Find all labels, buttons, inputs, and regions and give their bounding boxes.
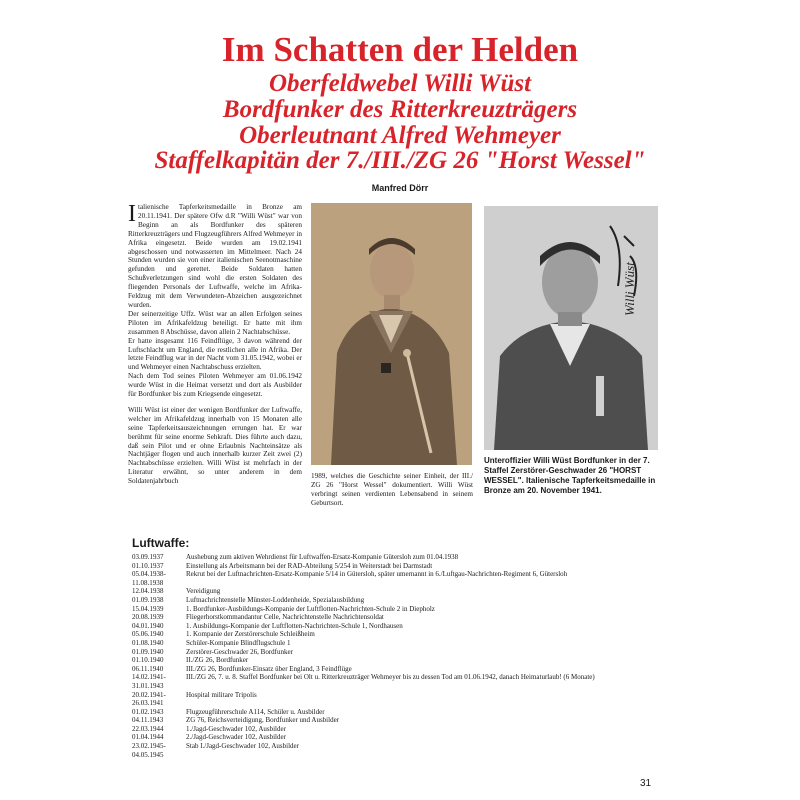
luftwaffe-timeline [132, 553, 692, 759]
timeline-row [132, 630, 692, 639]
signature: Willi Wüst [622, 262, 637, 316]
timeline-text: Einstellung als Arbeitsmann bei der RAD-Abteilung 5/254 in Weiterstadt bei Darmstadt [186, 561, 433, 570]
timeline-text: Luftnachrichtenstelle Münster-Loddenheide, Spezialausbildung [186, 595, 365, 604]
paragraph-1-text: talienische Tapferkeitsmedaille in Bronze am 20.11.1941. Der spätere Ofw d.R "Willi Wüst" war von Beginn an als Bordfunker des späteren Ritterkreuzträgers und Flugzeugführers Alfred Wehmeyer in Afrika eingesetzt. Beide wurden am 19.02.1941 abgeschossen und notwasserten im Mittelmeer. Nach 24 Stunden wurden sie von einer italienischen Seenotmaschine gefunden und gerettet. Beide Soldaten hatten Schußverletzungen sind wohl die ersten Soldaten des fliegenden Personals der Luftwaffe, welche im Afrika-Feldzug mit dem Verwundeten-Abzeichen ausgezeichnet wurden. [128, 203, 302, 309]
paragraph-1 [128, 203, 302, 310]
timeline-row [132, 708, 692, 717]
timeline-row [132, 733, 692, 742]
timeline-row [132, 691, 692, 708]
timeline-date: 06.11.1940 [132, 664, 164, 673]
subtitle-line-1: Oberfeldwebel Willi Wüst [268, 70, 532, 97]
timeline-row [132, 622, 692, 631]
timeline-date: 23.02.1945- 04.05.1945 [132, 742, 166, 759]
photo-caption-right: Unteroffizier Willi Wüst Bordfunker in der 7. Staffel Zerstörer-Geschwader 26 "HORST WESSEL". Italienische Tapferkeitsmedaille in Bronze am 20. November 1941. [484, 456, 656, 495]
timeline-date: 05.04.1938- 11.08.1938 [132, 570, 166, 587]
timeline-text: 2./Jagd-Geschwader 102, Ausbilder [186, 733, 286, 742]
timeline-row [132, 570, 692, 587]
timeline-date: 04.11.1943 [132, 716, 164, 725]
timeline-text: Aushebung zum aktiven Wehrdienst für Luftwaffen-Ersatz-Kompanie Gütersloh zum 01.04.1938 [186, 553, 459, 561]
timeline-text: Fliegerhorstkommandantur Celle, Nachrichtenstelle Nachrichtensoldat [186, 613, 384, 622]
timeline-text: II./ZG 26, Bordfunker [186, 656, 249, 665]
timeline-row [132, 742, 692, 759]
timeline-row [132, 562, 692, 571]
timeline-text: Hospital militare Tripolis [186, 690, 257, 699]
timeline-row [132, 553, 692, 562]
subtitle-line-4: Staffelkapitän der 7./III./ZG 26 "Horst Wessel" [154, 147, 646, 174]
timeline-row [132, 656, 692, 665]
paragraph-5: Willi Wüst ist einer der wenigen Bordfunker der Luftwaffe, welcher im Afrikafeldzug innerhalb von 15 Monaten alle seine Tapferkeitsauszeichnungen errungen hat. Er war berühmt für seine enorme Sehkraft. Dies führte auch dazu, daß sein Pilot und er ohne Erlaubnis Nachteinsätze als Nachtjäger flogen und auch innerhalb kurzer Zeit zwei (2) Nachtabschüsse erzielten. Willi Wüst ist mehrfach in der Literatur erwähnt, so unter anderem in dem Soldatenjahrbuch [128, 405, 302, 486]
timeline-date: 15.04.1939 [132, 604, 164, 613]
timeline-row [132, 725, 692, 734]
timeline-row [132, 716, 692, 725]
timeline-text: Stab I./Jagd-Geschwader 102, Ausbilder [186, 742, 299, 751]
timeline-date: 20.02.1941- 26.03.1941 [132, 690, 166, 708]
article-body [128, 203, 302, 486]
timeline-row [132, 587, 692, 596]
luftwaffe-heading: Luftwaffe: [132, 536, 190, 550]
timeline-date: 12.04.1938 [132, 587, 164, 596]
timeline-row [132, 665, 692, 674]
timeline-date: 01.09.1938 [132, 595, 164, 604]
timeline-text: III./ZG 26, 7. u. 8. Staffel Bordfunker bei Olt u. Ritterkreuzträger Wehmeyer bis zu dessen Tod am 01.06.1942, danach Heimaturlaub! (6 Monate) [186, 673, 595, 682]
subtitle-line-3: Oberleutnant Alfred Wehmeyer [239, 122, 561, 149]
timeline-text: 1. Bordfunker-Ausbildungs-Kompanie der Luftflotten-Nachrichten-Schule 2 in Diepholz [186, 604, 435, 613]
subtitle-line-2: Bordfunker des Ritterkreuzträgers [222, 96, 578, 123]
timeline-text: 1. Kompanie der Zerstörerschule Schleißheim [186, 630, 315, 639]
drop-cap: I [128, 201, 136, 227]
timeline-date: 05.06.1940 [132, 630, 164, 639]
timeline-row [132, 648, 692, 657]
bw-portrait-photo [484, 206, 658, 450]
timeline-text: Schüler-Kompanie Blindflugschule 1 [186, 638, 291, 647]
timeline-date: 01.02.1943 [132, 707, 164, 716]
timeline-date: 01.04.1944 [132, 733, 164, 742]
paragraph-3: Er hatte insgesamt 116 Feindflüge, 3 davon während der Luftschlacht um England, die restlichen alle in Afrika. Der letzte Feindflug war in der Nacht vom 31.05.1942, wobei er und Wehmeyer einen Nachtabschuss erzielten. [128, 336, 302, 372]
timeline-text: III./ZG 26, Bordfunker-Einsatz über England, 3 Feindflüge [186, 664, 352, 673]
timeline-text: 1. Ausbildungs-Kompanie der Luftflotten-Nachrichten-Schule 1, Nordhausen [186, 621, 403, 630]
timeline-text: Flugzeugführerschule A114, Schüler u. Ausbilder [186, 707, 325, 716]
timeline-date: 04.01.1940 [132, 621, 164, 630]
timeline-date: 01.10.1937 [132, 561, 164, 570]
timeline-text: ZG 76, Reichsverteidigung, Bordfunker und Ausbilder [186, 716, 340, 725]
paragraph-2: Der seinerzeitige Uffz. Wüst war an allen Erfolgen seines Piloten im Afrikafeldzug beteiligt. Er hatte mit ihm zusammen 8 Abschüsse, davon allein 2 Nachtabschüsse. [128, 309, 302, 336]
timeline-date: 14.02.1941- 31.01.1943 [132, 673, 166, 690]
timeline-text: Zerstörer-Geschwader 26, Bordfunker [186, 647, 293, 656]
timeline-row [132, 596, 692, 605]
timeline-row [132, 605, 692, 614]
timeline-date: 20.08.1939 [132, 613, 164, 622]
timeline-date: 03.09.1937 [132, 553, 164, 561]
paragraph-4: Nach dem Tod seines Piloten Wehmeyer am 01.06.1942 wurde Wüst in die Heimat versetzt und dort als Ausbilder für Bordfunker bis zum Kriegsende eingesetzt. [128, 372, 302, 399]
timeline-date: 01.09.1940 [132, 647, 164, 656]
timeline-text: 1./Jagd-Geschwader 102, Ausbilder [186, 724, 286, 733]
timeline-row [132, 613, 692, 622]
timeline-row [132, 673, 692, 690]
page-title: Im Schatten der Helden [221, 30, 579, 69]
timeline-date: 22.03.1944 [132, 724, 164, 733]
timeline-text: Vereidigung [186, 587, 221, 596]
author-byline: Manfred Dörr [371, 183, 429, 193]
sepia-portrait-photo [311, 203, 472, 465]
timeline-date: 01.08.1940 [132, 638, 164, 647]
photo-caption-left: 1989, welches die Geschichte seiner Einheit, der III./ ZG 26 "Horst Wessel" dokumentiert. Willi Wüst verbringt seinen verdienten Lebensabend in seinem Geburtsort. [311, 472, 473, 507]
page-number: 31 [640, 778, 652, 789]
timeline-row [132, 639, 692, 648]
timeline-text: Rekrut bei der Luftnachrichten-Ersatz-Kompanie 5/14 in Gütersloh, später umernannt in 6./Luftgau-Nachrichten-Regiment 6, Gütersloh [186, 570, 568, 579]
timeline-date: 01.10.1940 [132, 656, 164, 665]
